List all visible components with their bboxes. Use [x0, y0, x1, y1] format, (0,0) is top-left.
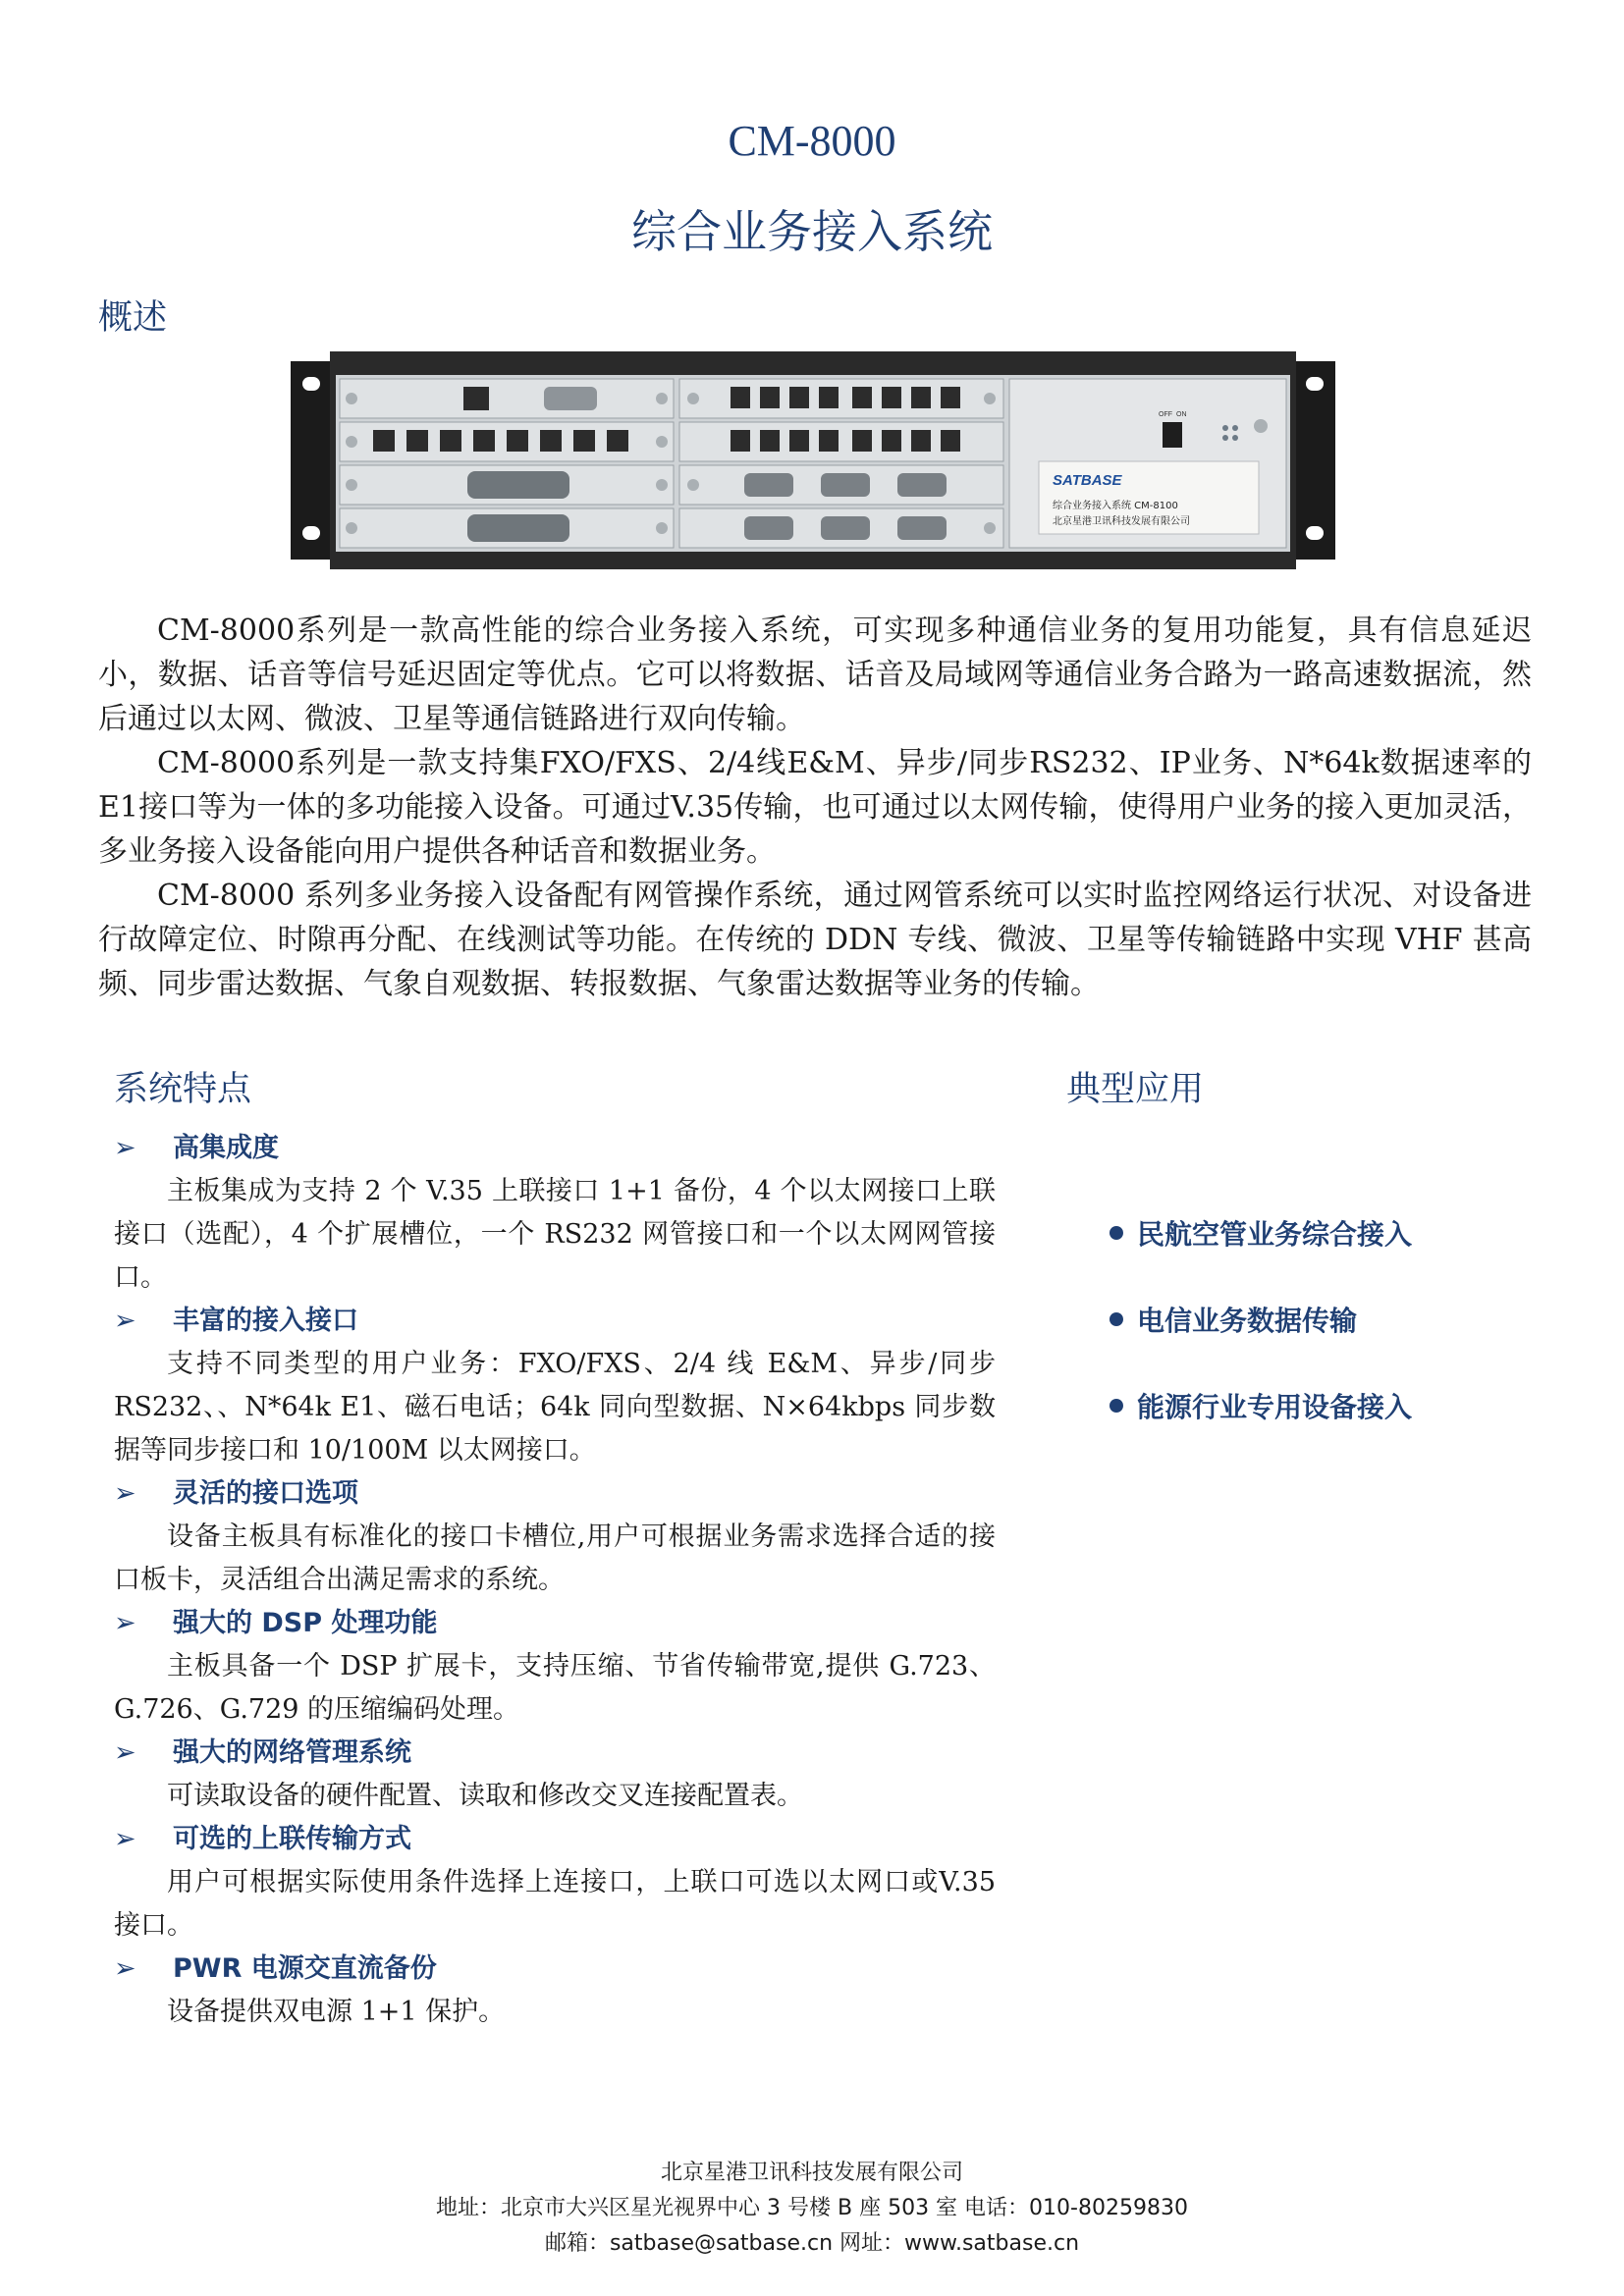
overview-paragraph-3: CM-8000 系列多业务接入设备配有网管操作系统，通过网管系统可以实时监控网络运行状况、对设备进行故障定位、时隙再分配、在线测试等功能。在传统的 DDN 专线、微波、卫星等传输链路中实现 VHF 甚高频、同步雷达数据、气象自观数据、转报数据、气象雷达数据等业务的传输。	[98, 879, 1532, 1001]
bullet-icon	[1110, 1399, 1123, 1413]
overview-heading: 概述	[98, 298, 168, 338]
device-label-line1: 综合业务接入系统 CM-8100	[1053, 501, 1178, 511]
bullet-icon	[1110, 1226, 1123, 1240]
feature-title: PWR 电源交直流备份	[173, 1953, 437, 1984]
feature-title: 强大的 DSP 处理功能	[173, 1608, 438, 1638]
feature-title: 强大的网络管理系统	[173, 1737, 411, 1768]
arrow-icon: ➢	[114, 1133, 136, 1163]
feature-body: 设备主板具有标准化的接口卡槽位,用户可根据业务需求选择合适的接口板卡，灵活组合出满足需求的系统。	[114, 1522, 996, 1595]
feature-body: 可读取设备的硬件配置、读取和修改交叉连接配置表。	[167, 1781, 803, 1811]
applications-heading: 典型应用	[1066, 1070, 1205, 1109]
feature-title: 高集成度	[173, 1133, 279, 1163]
application-item	[1110, 1300, 1571, 1386]
arrow-icon: ➢	[114, 1737, 136, 1768]
arrow-icon: ➢	[114, 1608, 136, 1638]
switch-off-label: OFF	[1159, 411, 1172, 418]
footer	[0, 2156, 1624, 2262]
application-item	[1110, 1213, 1571, 1300]
application-label: 能源行业专用设备接入	[1137, 1391, 1413, 1423]
feature-body: 设备提供双电源 1+1 保护。	[167, 1997, 506, 2027]
footer-contact: 邮箱：satbase@satbase.cn 网址：www.satbase.cn	[544, 2231, 1080, 2256]
device-brand-logo: SATBASE	[1053, 472, 1122, 489]
overview-paragraph-2: CM-8000系列是一款支持集FXO/FXS、2/4线E&M、异步/同步RS232、IP业务、N*64k数据速率的E1接口等为一体的多功能接入设备。可通过V.35传输，也可通过以太网传输，使得用户业务的接入更加灵活，多业务接入设备能向用户提供各种话音和数据业务。	[98, 746, 1532, 869]
application-item	[1110, 1386, 1571, 1472]
feature-body: 主板集成为支持 2 个 V.35 上联接口 1+1 备份，4 个以太网接口上联接口（选配），4 个扩展槽位，一个 RS232 网管接口和一个以太网网管接口。	[114, 1176, 996, 1293]
footer-address: 地址：北京市大兴区星光视界中心 3 号楼 B 座 503 室 电话：010-80259830	[436, 2196, 1188, 2220]
feature-title: 灵活的接口选项	[173, 1478, 358, 1509]
device-label-line2: 北京星港卫讯科技发展有限公司	[1053, 516, 1190, 527]
arrow-icon: ➢	[114, 1306, 136, 1336]
feature-item	[114, 1300, 996, 1472]
footer-company: 北京星港卫讯科技发展有限公司	[660, 2161, 963, 2185]
switch-on-label: ON	[1176, 411, 1187, 418]
overview-text	[98, 609, 1532, 1006]
arrow-icon: ➢	[114, 1953, 136, 1984]
feature-item	[114, 1948, 996, 2034]
feature-title: 丰富的接入接口	[173, 1306, 358, 1336]
feature-body: 主板具备一个 DSP 扩展卡，支持压缩、节省传输带宽,提供 G.723、G.726、G.729 的压缩编码处理。	[114, 1651, 996, 1725]
arrow-icon: ➢	[114, 1478, 136, 1509]
feature-item	[114, 1818, 996, 1948]
application-label: 民航空管业务综合接入	[1137, 1218, 1413, 1251]
feature-item	[114, 1472, 996, 1602]
feature-item	[114, 1127, 996, 1300]
arrow-icon: ➢	[114, 1824, 136, 1854]
product-model-title: CM-8000	[728, 117, 896, 165]
product-subtitle: 综合业务接入系统	[631, 205, 993, 258]
applications-list	[1110, 1213, 1571, 1472]
overview-paragraph-1: CM-8000系列是一款高性能的综合业务接入系统，可实现多种通信业务的复用功能复，具有信息延迟小，数据、话音等信号延迟固定等优点。它可以将数据、话音及局域网等通信业务合路为一路高速数据流，然后通过以太网、微波、卫星等通信链路进行双向传输。	[98, 614, 1532, 736]
feature-item	[114, 1732, 996, 1818]
feature-title: 可选的上联传输方式	[173, 1824, 411, 1854]
feature-body: 支持不同类型的用户业务：FXO/FXS、2/4 线 E&M、异步/同步RS232、、N*64k E1、磁石电话；64k 同向型数据、N×64kbps 同步数据等同步接口和 10/100M 以太网接口。	[114, 1349, 996, 1466]
device-photo	[291, 351, 1335, 569]
features-list	[114, 1127, 996, 2034]
feature-body: 用户可根据实际使用条件选择上连接口，上联口可选以太网口或V.35 接口。	[114, 1867, 996, 1941]
application-label: 电信业务数据传输	[1137, 1305, 1358, 1337]
feature-item	[114, 1602, 996, 1732]
bullet-icon	[1110, 1312, 1123, 1326]
features-heading: 系统特点	[114, 1070, 252, 1109]
